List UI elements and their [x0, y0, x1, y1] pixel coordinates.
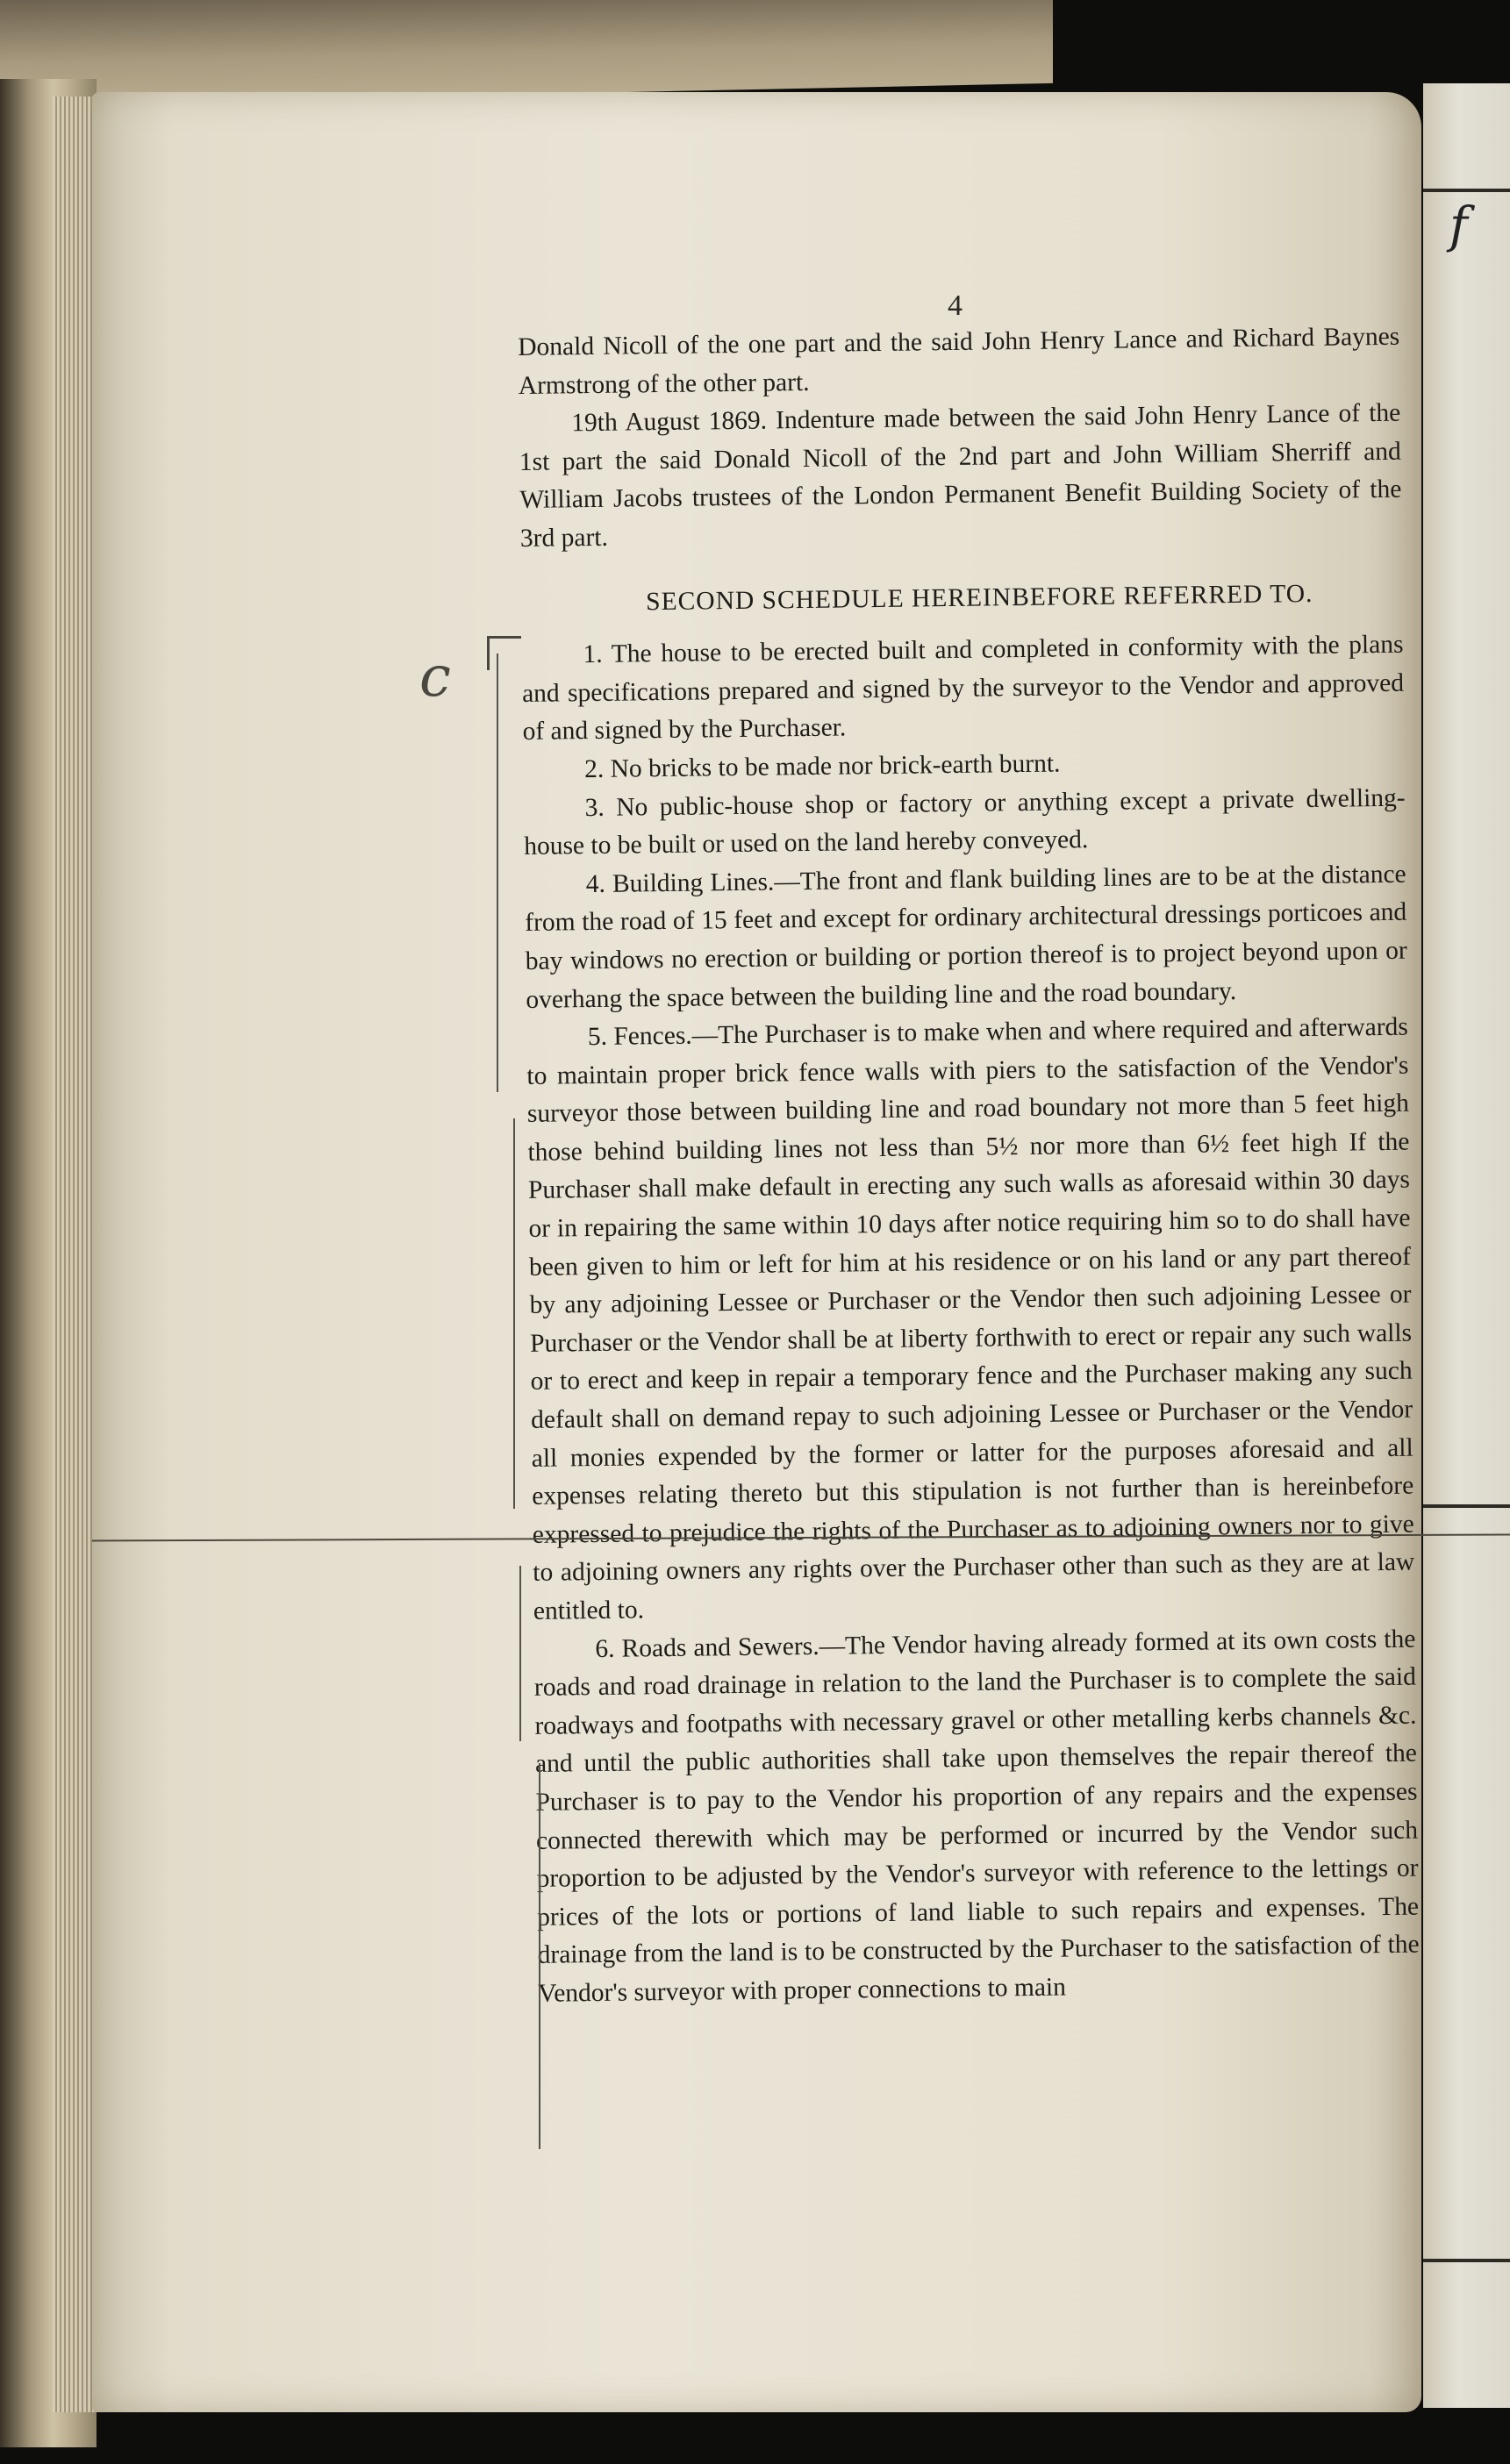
pencil-bracket [487, 636, 521, 670]
clause-2: 2. No bricks to be made nor brick-earth burnt. [583, 749, 1061, 784]
paragraph-indenture: 19th August 1869. Indenture made between the said John Henry Lance of the 1st part the said Donald Nicoll of the 2nd part and John William Sherriff and William Jacobs trustees of the London Permanent Benefit Building Society of the 3rd part. [519, 398, 1402, 553]
pencil-margin-line [539, 1763, 540, 2149]
facing-page-rule [1423, 2259, 1510, 2262]
book-binding-top [0, 0, 1053, 105]
pencil-margin-line [513, 1118, 515, 1509]
clause-1: 1. The house to be erected built and completed in conformity with the plans and specifications prepared and signed by the surveyor to the Vendor and approved of and signed by the Purchaser. [521, 630, 1405, 746]
clause-6: 6. Roads and Sewers.—The Vendor having already formed at its own costs the roads and road drainage in relation to the land the Purchaser is to complete the said roadways and footpaths with necessary gravel or other metalling kerbs channels &c. and until the public authorities shall take upon themselves the repair thereof the Purchaser is to pay to the Vendor his proportion of any repairs and the expenses connected therewith which may be performed or incurred by the Vendor such proportion to be adjusted by the Vendor's surveyor with reference to the lettings or prices of the lots or portions of land liable to such repairs and expenses. The drainage from the land is to be constructed by the Purchaser to the satisfaction of the Vendor's surveyor with proper connections to main [533, 1625, 1420, 2008]
facing-page-mark: f [1449, 197, 1468, 254]
pencil-margin-line [497, 653, 498, 1092]
paragraph-parties: Donald Nicoll of the one part and the said John Henry Lance and Richard Baynes Armstrong of the other part. [518, 322, 1400, 400]
facing-page-rule [1423, 189, 1510, 192]
page-body [518, 318, 1420, 2014]
facing-page-rule [1423, 1504, 1510, 1508]
page-number: 4 [948, 289, 963, 322]
clause-5: 5. Fences.—The Purchaser is to make when and where required and afterwards to maintain proper brick fence walls with piers to the satisfaction of the Vendor's surveyor those between building line and road boundary not more than 5 feet high those behind building lines not less than 5½ nor more than 6½ feet high If the Purchaser shall make default in erecting any such walls as aforesaid within 30 days or in repairing the same within 10 days after notice requiring him so to do shall have been given to him or left for him at his residence or on his land or any part thereof by any adjoining Lessee or Purchaser or the Vendor then such adjoining Lessee or Purchaser or the Vendor shall be at liberty forthwith to erect or repair any such walls or to erect and keep in repair a temporary fence and the Purchaser making any such default shall on demand repay to such adjoining Lessee or Purchaser or the Vendor all monies expended by the former or latter for the purposes aforesaid and all expenses relating thereto but this stipulation is not further than is hereinbefore expressed to prejudice the rights of the Purchaser as to adjoining owners nor to give to adjoining owners any rights over the Purchaser other than such as they are at law entitled to. [526, 1012, 1415, 1625]
clause-4: 4. Building Lines.—The front and flank building lines are to be at the distance from the road of 15 feet and except for ordinary architectural dressings porticoes and bay windows no erection or building or portion thereof is to project beyond upon or overhang the space between the building line and the road boundary. [525, 860, 1407, 1014]
margin-pencil-mark: c [419, 645, 451, 710]
facing-page-edge [1423, 83, 1510, 2408]
schedule-heading: SECOND SCHEDULE HEREINBEFORE REFERRED TO. [645, 579, 1313, 616]
pencil-margin-line [519, 1566, 521, 1741]
clause-3: 3. No public-house shop or factory or anything except a private dwelling-house to be built or used on the land hereby conveyed. [524, 783, 1406, 861]
